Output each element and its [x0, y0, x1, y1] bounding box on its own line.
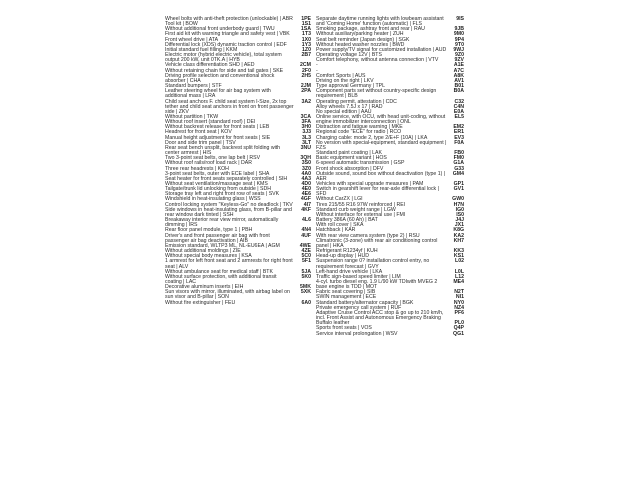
equipment-description: Driver's and front passenger air bag with front passenger air bag deactivation | AIB [165, 232, 270, 244]
equipment-description: Operating voltage 12V | BTS [316, 52, 382, 59]
equipment-code: B0A [453, 88, 464, 95]
equipment-code: 1Z0 [302, 46, 311, 53]
equipment-code: 4I7 [303, 201, 311, 208]
equipment-code: 1X0 [301, 36, 311, 43]
equipment-description: 6-speed automatic transmission | GSP [316, 160, 405, 167]
equipment-description: Tires 215/55 R16 97W reinforced | REI [316, 201, 406, 208]
equipment-code: 4L6 [302, 217, 311, 224]
equipment-code: GW0 [452, 196, 464, 203]
equipment-description: Leather steering wheel for air bag system with additional mass | LRA [165, 88, 271, 100]
equipment-description: Smoking package, ashtray front and rear | RAU [316, 26, 425, 33]
equipment-description: Standard curb weight range | LGW [316, 206, 396, 213]
equipment-description: Without roof insert (standard roof) | DEI [165, 119, 256, 126]
equipment-code: 5JA [301, 268, 311, 275]
equipment-code: 4WE [299, 242, 311, 249]
equipment-code: 4D0 [301, 181, 311, 187]
equipment-code: ER1 [453, 129, 464, 136]
equipment-description: Standard bumpers | STF [165, 83, 222, 90]
equipment-entry [316, 89, 464, 99]
equipment-description: Climatronic (3-zone) with rear air conditioning control panel | HKA [316, 237, 438, 249]
equipment-description: Standard paint coating | LAK [316, 150, 382, 157]
equipment-description: Without additional front underbody guard | TWU [165, 26, 275, 33]
equipment-code: 3H0 [301, 124, 311, 131]
equipment-code: J4J [455, 217, 464, 224]
equipment-description: Without surface protection, with additional transit coating | LAC [165, 273, 277, 285]
equipment-description: Without backrest release for front seats | LEB [165, 124, 270, 131]
equipment-code: 2F0 [302, 67, 311, 74]
equipment-code: 4E6 [301, 191, 311, 198]
equipment-code: 4UF [301, 232, 311, 239]
equipment-code: A1E [453, 62, 464, 69]
equipment-description: Alloy wheels 7.5J x 17 | RAD [316, 103, 383, 110]
equipment-description: Initial standard fuel filling | KKM [165, 46, 238, 53]
equipment-code: 3S0 [301, 160, 311, 167]
equipment-code: 2PA [301, 88, 311, 95]
equipment-description: Without ambulance seat for medical staff | BTK [165, 268, 273, 275]
equipment-code: 4GF [300, 196, 311, 203]
equipment-description: - [316, 67, 318, 74]
right-column [316, 17, 464, 337]
equipment-code: KH7 [453, 237, 464, 244]
equipment-code: 4KF [301, 206, 311, 213]
equipment-code: 9IS [456, 16, 464, 22]
equipment-code: PF6 [454, 309, 464, 316]
equipment-code: 2B7 [301, 52, 311, 59]
equipment-description: No special edition | AAU [316, 108, 372, 115]
equipment-description: Front shock absorption | DFV [316, 165, 384, 172]
equipment-description: Distraction and fatigue warning | MKE [316, 124, 403, 131]
equipment-description: Without CarZX | LGI [316, 196, 363, 203]
equipment-description: Left-hand drive vehicle | LKA [316, 268, 383, 275]
equipment-description: Rear seat bench unsplit, backrest split folding with center armrest | HIS [165, 144, 281, 157]
equipment-description: Comfort Sports | AUS [316, 72, 366, 79]
equipment-description: Without fire extinguisher | FEU [165, 299, 236, 306]
equipment-description: Child seat anchors F. child seat system I-Size, 2x top tether and child seat anchors in front on front passenger side | ZKV [165, 98, 294, 115]
equipment-description: Sun visors with mirror, illuminated, with airbag label on sun visor and B-pillar | SON [165, 289, 290, 301]
equipment-description: Hatchback | KAR [316, 227, 356, 234]
left-column [165, 17, 311, 306]
equipment-description: Without retaining chain for side and tail gates | SKE [165, 67, 284, 74]
equipment-description: 3-point seat belts, outer with ECE label | SHA [165, 170, 270, 177]
equipment-description: Driving profile selection and conventional shock absorber | CHA [165, 72, 275, 84]
equipment-description: Outside sound, sound box without deactivation (type 1) | AER [316, 170, 446, 182]
equipment-code: 9ZV [454, 57, 464, 64]
equipment-code: ME4 [453, 278, 464, 285]
equipment-code: Q4P [453, 325, 464, 332]
equipment-description: Head-up display | HUD [316, 253, 369, 260]
equipment-description: Tool kit | BOW [165, 21, 198, 28]
equipment-code: H7N [453, 201, 464, 208]
equipment-description: Side windows in heat-insulating glass, from B-pillar and rear window dark tinted | SSH [165, 206, 292, 218]
equipment-code: NI1 [455, 294, 464, 301]
equipment-description: No version with special-equipment, standard equipment | FZS [316, 139, 447, 151]
equipment-description: Power supply/TV signal for customized installation | AUD [316, 46, 447, 53]
equipment-code: AV1 [454, 77, 464, 84]
equipment-description: SWIN management | ECE [316, 294, 377, 301]
equipment-code: 1PE [301, 16, 311, 22]
equipment-description: Without seat ventilation/massage seat | KMS [165, 181, 268, 187]
equipment-description: Basic equipment variant | HOS [316, 155, 387, 162]
equipment-description: Separate daytime running lights with lowbeam assistant and 'Coming Home' function (automatic) | FLS [316, 16, 444, 28]
equipment-code: KA2 [453, 232, 464, 239]
equipment-description: Type approval Germany | TPL [316, 83, 386, 90]
equipment-code: 5XK [300, 289, 311, 296]
equipment-description: Tailgate/trunk lid unlocking from outside | SDH [165, 186, 272, 193]
equipment-description: Differential lock (XDS) dynamic traction control | EDF [165, 41, 287, 48]
equipment-code: NZ4 [454, 304, 464, 311]
equipment-code: PL0 [454, 320, 464, 327]
equipment-code: 9P4 [454, 36, 464, 43]
equipment-description: First aid kit with warning triangle and safety vest | VBK [165, 31, 290, 38]
equipment-description: Without interface for external use | FMI [316, 211, 406, 218]
equipment-description: Two 3-point seat belts, one lap belt | RSV [165, 155, 261, 162]
equipment-code: FB0 [454, 150, 464, 157]
equipment-code: A7C [453, 67, 464, 74]
equipment-description: Door and side trim panel | TSV [165, 139, 236, 146]
equipment-description: Front wheel drive | ATA [165, 36, 219, 43]
equipment-code: L12 [455, 273, 464, 280]
equipment-description: Electric motor (hybrid electric vehicle), total system output 200 kW, unit 0TK.A | HYB [165, 52, 282, 64]
equipment-code: G33 [454, 165, 464, 172]
equipment-description: Traffic sign-based speed limiter | LIM [316, 273, 401, 280]
equipment-entry [316, 332, 464, 337]
equipment-description: Operating permit, attestation | CDC [316, 98, 397, 105]
equipment-description: Without auxiliary/parking heater | ZUH [316, 31, 404, 38]
equipment-code: 9WJ [453, 46, 464, 53]
equipment-description: Service interval prolongation | WSV [316, 330, 398, 337]
equipment-code: IS0 [456, 211, 464, 218]
equipment-code: 3QH [300, 155, 311, 162]
equipment-code: 6A0 [301, 299, 311, 306]
equipment-description: Without additional moldings | ZIE [165, 248, 241, 255]
equipment-description: Manual height adjustment for front seats | SIE [165, 134, 271, 141]
equipment-description: 4-cyl. turbo diesel eng. 1.9 L/90 kW TDIwith MVEG 2 base engine is TDD | MOT [316, 278, 438, 291]
equipment-code: GV1 [453, 186, 464, 193]
equipment-description: Private emergency call system | RUF [316, 304, 402, 311]
equipment-code: F0A [454, 139, 464, 146]
equipment-code: KK3 [453, 248, 464, 255]
equipment-code: 3FA [301, 119, 311, 126]
equipment-description: Component parts set without country-specific design requirement | BLB [316, 88, 437, 100]
equipment-description: Regional code "ECE" for radio | RCO [316, 129, 402, 136]
equipment-code: 3A2 [301, 98, 311, 105]
equipment-code: EL5 [454, 113, 464, 120]
equipment-code: 9T0 [455, 41, 464, 48]
equipment-description: Decorative aluminum inserts | EIH [165, 284, 244, 291]
equipment-description: Without heated washer nozzles | BWD [316, 41, 405, 48]
equipment-description: Emission standard, WLTP3 ML, NL-EU6EA | AGM [165, 242, 280, 249]
equipment-description: Seat heater for front seats separately controlled | SIH [165, 175, 288, 182]
equipment-description: Standard battery/alternator capacity | BGK [316, 299, 414, 306]
equipment-description: Sports front seats | VOS [316, 325, 372, 332]
equipment-description: Headrest for front seat | KOV [165, 129, 232, 136]
equipment-description: Vehicle class differentiation SHD | AED [165, 62, 255, 69]
equipment-code: B01 [454, 83, 464, 90]
equipment-code: JX1 [454, 222, 464, 229]
equipment-description: With rear view camera system (type 2) | RSU [316, 232, 420, 239]
equipment-description: Seat belt reminder (Japan design) | SGK [316, 36, 410, 43]
equipment-code: 3J3 [302, 129, 311, 136]
equipment-code: G1A [453, 160, 464, 167]
equipment-code: C4N [453, 103, 464, 110]
equipment-code: 9Z0 [455, 52, 464, 59]
equipment-description: Online service, with OCU, with head unit-coding, without engine immobilizer interconnection | ONL [316, 113, 446, 126]
equipment-code: 2JM [300, 83, 311, 90]
equipment-description: Adaptive Cruise Control ACC stop & go up to 210 km/h, incl. Front Assist and Autonomous Emergency Braking [316, 309, 444, 322]
equipment-code: 4A3 [301, 175, 311, 182]
equipment-description: 1 armrest for left front seat and 2 armrests for right front seat | ALV [165, 258, 293, 270]
equipment-code: L0L [454, 268, 464, 275]
equipment-code: 2H5 [301, 72, 311, 79]
equipment-code: E0A [453, 108, 464, 115]
equipment-code: K8G [453, 227, 464, 234]
equipment-description: Battery 386A (60 Ah) | BAT [316, 217, 378, 224]
equipment-description: Without partition | TKW [165, 113, 219, 120]
equipment-description: Vehicles with special upgrade measures | PAM [316, 181, 424, 187]
equipment-code: 5MK [300, 284, 311, 291]
equipment-code: EM2 [453, 124, 464, 131]
equipment-entry [165, 100, 311, 115]
equipment-code: 5C0 [301, 253, 311, 260]
equipment-description: Storage tray left and right front row of seats | SVK [165, 191, 280, 198]
equipment-code: FM0 [453, 155, 464, 162]
equipment-code: 5F1 [302, 258, 311, 265]
equipment-code: NY0 [453, 299, 464, 306]
equipment-code: 3L3 [302, 134, 311, 141]
equipment-description: Wheel bolts with anti-theft protection (unlockable) | ABR [165, 16, 293, 22]
equipment-code: 4E0 [301, 186, 311, 193]
equipment-description: Without roof rails/roof load rack | DAR [165, 160, 252, 167]
equipment-description: Charging cable: mode 2, type 2/E+F (10A) | LKA [316, 134, 428, 141]
equipment-code: 1T3 [302, 31, 311, 38]
equipment-description: Without special body measures | KSA [165, 253, 252, 260]
equipment-code: 3CA [300, 113, 311, 120]
equipment-description: Driving on the right | LKV [316, 77, 374, 84]
equipment-code: 4A0 [301, 170, 311, 177]
equipment-code: N2T [454, 289, 464, 296]
equipment-description: - [316, 62, 318, 69]
equipment-code: 2CM [300, 62, 311, 69]
equipment-code: 9JB [454, 26, 464, 33]
equipment-description: Breakaway interior rear view mirror, automatically dimming | IRS [165, 217, 279, 229]
equipment-code: 3Z0 [302, 165, 311, 172]
equipment-code: EV3 [454, 134, 464, 141]
equipment-code: 4N4 [301, 227, 311, 234]
equipment-description: Three rear headrests | KOH [165, 165, 229, 172]
equipment-code: C32 [454, 98, 464, 105]
equipment-code: 1SA [300, 26, 311, 33]
equipment-code: L02 [455, 258, 464, 265]
equipment-code: 3LT [302, 139, 311, 146]
equipment-description: With roll cover | SKA [316, 222, 364, 229]
equipment-code: A8K [453, 72, 464, 79]
equipment-description: Fabric seat covering | SIB [316, 289, 376, 296]
equipment-description: Buffalo leather [316, 320, 350, 327]
equipment-description: Control locking system "Keyless-Go" no deadlock | TKV [165, 201, 293, 208]
equipment-description: Suspension range 0? installation control entry, no requirement forecast | GVY [316, 258, 430, 270]
equipment-code: 1S1 [301, 21, 311, 28]
equipment-description: Windshield in heat-insulating glass | WSS [165, 196, 261, 203]
equipment-code: KS1 [453, 253, 464, 260]
equipment-description: Switch in gearshift lever for rear-axle differential lock | SFD [316, 186, 439, 198]
equipment-entry [165, 89, 311, 99]
equipment-description: Refrigerant R1234yf | KUH [316, 248, 378, 255]
equipment-entry [165, 301, 311, 306]
equipment-code: GP1 [453, 181, 464, 187]
equipment-code: 1Y3 [301, 41, 311, 48]
equipment-code: 9M0 [453, 31, 464, 38]
equipment-description: Comfort telephony, without antenna connection | VTV [316, 57, 439, 64]
equipment-code: GM4 [452, 170, 464, 177]
equipment-code: 5K0 [301, 273, 311, 280]
equipment-code: IG0 [455, 206, 464, 213]
equipment-code: QG1 [453, 330, 464, 337]
equipment-code: 4ZE [301, 248, 311, 255]
equipment-code: 3NU [300, 144, 311, 151]
equipment-description: Rear floor panel module, type 1 | PBH [165, 227, 253, 234]
